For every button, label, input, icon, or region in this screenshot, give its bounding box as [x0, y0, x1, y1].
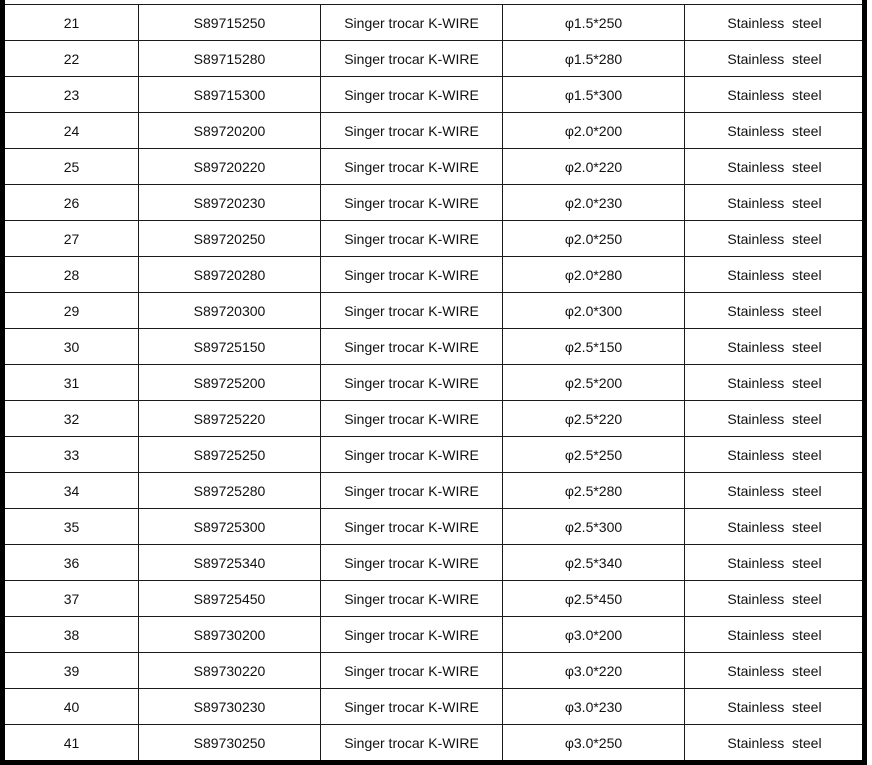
row-number-cell: 41 — [5, 725, 139, 761]
row-number-cell: 25 — [5, 149, 139, 185]
product-name-cell: Singer trocar K-WIRE — [321, 257, 503, 293]
product-name-cell: Singer trocar K-WIRE — [321, 509, 503, 545]
item-code-cell: S89725220 — [139, 401, 321, 437]
right-border-bar — [862, 0, 867, 765]
size-spec-cell: φ3.0*230 — [503, 689, 685, 725]
size-spec-cell: φ2.5*340 — [503, 545, 685, 581]
size-spec-cell: φ2.5*280 — [503, 473, 685, 509]
item-code-cell: S89715250 — [139, 5, 321, 41]
product-name-cell: Singer trocar K-WIRE — [321, 113, 503, 149]
size-spec-cell: φ2.0*280 — [503, 257, 685, 293]
table-row — [5, 725, 865, 761]
size-spec-cell: φ3.0*220 — [503, 653, 685, 689]
row-number-cell: 28 — [5, 257, 139, 293]
material-cell: Stainless steel — [685, 581, 865, 617]
row-number-cell: 22 — [5, 41, 139, 77]
table-row — [5, 185, 865, 221]
product-name-cell: Singer trocar K-WIRE — [321, 401, 503, 437]
material-cell: Stainless steel — [685, 473, 865, 509]
size-spec-cell: φ1.5*250 — [503, 5, 685, 41]
size-spec-cell: φ2.0*220 — [503, 149, 685, 185]
size-spec-cell: φ3.0*250 — [503, 725, 685, 761]
item-code-cell: S89725340 — [139, 545, 321, 581]
product-name-cell: Singer trocar K-WIRE — [321, 581, 503, 617]
left-border-bar — [0, 0, 5, 765]
product-name-cell: Singer trocar K-WIRE — [321, 149, 503, 185]
bottom-border-bar — [0, 760, 867, 765]
table-row — [5, 437, 865, 473]
product-name-cell: Singer trocar K-WIRE — [321, 77, 503, 113]
item-code-cell: S89720250 — [139, 221, 321, 257]
table-row — [5, 41, 865, 77]
row-number-cell: 24 — [5, 113, 139, 149]
item-code-cell: S89725450 — [139, 581, 321, 617]
size-spec-cell: φ2.0*200 — [503, 113, 685, 149]
size-spec-cell: φ2.0*250 — [503, 221, 685, 257]
table-row — [5, 473, 865, 509]
row-number-cell: 21 — [5, 5, 139, 41]
item-code-cell: S89725250 — [139, 437, 321, 473]
product-name-cell: Singer trocar K-WIRE — [321, 293, 503, 329]
material-cell: Stainless steel — [685, 545, 865, 581]
row-number-cell: 36 — [5, 545, 139, 581]
material-cell: Stainless steel — [685, 293, 865, 329]
size-spec-cell: φ2.5*200 — [503, 365, 685, 401]
material-cell: Stainless steel — [685, 41, 865, 77]
item-code-cell: S89715280 — [139, 41, 321, 77]
product-table — [4, 4, 865, 761]
item-code-cell: S89720200 — [139, 113, 321, 149]
product-name-cell: Singer trocar K-WIRE — [321, 221, 503, 257]
table-row — [5, 257, 865, 293]
product-name-cell: Singer trocar K-WIRE — [321, 473, 503, 509]
item-code-cell: S89725150 — [139, 329, 321, 365]
size-spec-cell: φ2.5*300 — [503, 509, 685, 545]
material-cell: Stainless steel — [685, 509, 865, 545]
table-row — [5, 113, 865, 149]
table-row — [5, 509, 865, 545]
size-spec-cell: φ1.5*280 — [503, 41, 685, 77]
product-name-cell: Singer trocar K-WIRE — [321, 689, 503, 725]
size-spec-cell: φ2.0*230 — [503, 185, 685, 221]
material-cell: Stainless steel — [685, 149, 865, 185]
product-name-cell: Singer trocar K-WIRE — [321, 617, 503, 653]
table-row — [5, 365, 865, 401]
material-cell: Stainless steel — [685, 689, 865, 725]
row-number-cell: 38 — [5, 617, 139, 653]
size-spec-cell: φ2.5*450 — [503, 581, 685, 617]
product-name-cell: Singer trocar K-WIRE — [321, 725, 503, 761]
product-name-cell: Singer trocar K-WIRE — [321, 437, 503, 473]
item-code-cell: S89715300 — [139, 77, 321, 113]
row-number-cell: 23 — [5, 77, 139, 113]
material-cell: Stainless steel — [685, 113, 865, 149]
row-number-cell: 32 — [5, 401, 139, 437]
product-name-cell: Singer trocar K-WIRE — [321, 653, 503, 689]
table-row — [5, 581, 865, 617]
material-cell: Stainless steel — [685, 185, 865, 221]
item-code-cell: S89725280 — [139, 473, 321, 509]
row-number-cell: 39 — [5, 653, 139, 689]
item-code-cell: S89725300 — [139, 509, 321, 545]
product-name-cell: Singer trocar K-WIRE — [321, 5, 503, 41]
item-code-cell: S89730250 — [139, 725, 321, 761]
product-name-cell: Singer trocar K-WIRE — [321, 365, 503, 401]
row-number-cell: 33 — [5, 437, 139, 473]
table-row — [5, 221, 865, 257]
row-number-cell: 40 — [5, 689, 139, 725]
row-number-cell: 30 — [5, 329, 139, 365]
item-code-cell: S89725200 — [139, 365, 321, 401]
row-number-cell: 26 — [5, 185, 139, 221]
product-table-body — [5, 5, 865, 761]
table-row — [5, 293, 865, 329]
row-number-cell: 35 — [5, 509, 139, 545]
table-row — [5, 77, 865, 113]
table-row — [5, 5, 865, 41]
material-cell: Stainless steel — [685, 365, 865, 401]
item-code-cell: S89720300 — [139, 293, 321, 329]
size-spec-cell: φ3.0*200 — [503, 617, 685, 653]
material-cell: Stainless steel — [685, 617, 865, 653]
item-code-cell: S89730200 — [139, 617, 321, 653]
material-cell: Stainless steel — [685, 77, 865, 113]
table-row — [5, 329, 865, 365]
size-spec-cell: φ2.0*300 — [503, 293, 685, 329]
material-cell: Stainless steel — [685, 257, 865, 293]
size-spec-cell: φ2.5*150 — [503, 329, 685, 365]
material-cell: Stainless steel — [685, 221, 865, 257]
item-code-cell: S89730220 — [139, 653, 321, 689]
item-code-cell: S89720230 — [139, 185, 321, 221]
size-spec-cell: φ2.5*250 — [503, 437, 685, 473]
row-number-cell: 37 — [5, 581, 139, 617]
table-row — [5, 401, 865, 437]
product-name-cell: Singer trocar K-WIRE — [321, 41, 503, 77]
item-code-cell: S89720220 — [139, 149, 321, 185]
table-row — [5, 149, 865, 185]
size-spec-cell: φ1.5*300 — [503, 77, 685, 113]
item-code-cell: S89720280 — [139, 257, 321, 293]
material-cell: Stainless steel — [685, 329, 865, 365]
row-number-cell: 31 — [5, 365, 139, 401]
item-code-cell: S89730230 — [139, 689, 321, 725]
row-number-cell: 27 — [5, 221, 139, 257]
size-spec-cell: φ2.5*220 — [503, 401, 685, 437]
row-number-cell: 29 — [5, 293, 139, 329]
table-row — [5, 653, 865, 689]
product-name-cell: Singer trocar K-WIRE — [321, 329, 503, 365]
table-row — [5, 545, 865, 581]
product-name-cell: Singer trocar K-WIRE — [321, 185, 503, 221]
material-cell: Stainless steel — [685, 725, 865, 761]
row-number-cell: 34 — [5, 473, 139, 509]
material-cell: Stainless steel — [685, 401, 865, 437]
product-name-cell: Singer trocar K-WIRE — [321, 545, 503, 581]
table-row — [5, 617, 865, 653]
table-row — [5, 689, 865, 725]
material-cell: Stainless steel — [685, 437, 865, 473]
material-cell: Stainless steel — [685, 5, 865, 41]
material-cell: Stainless steel — [685, 653, 865, 689]
